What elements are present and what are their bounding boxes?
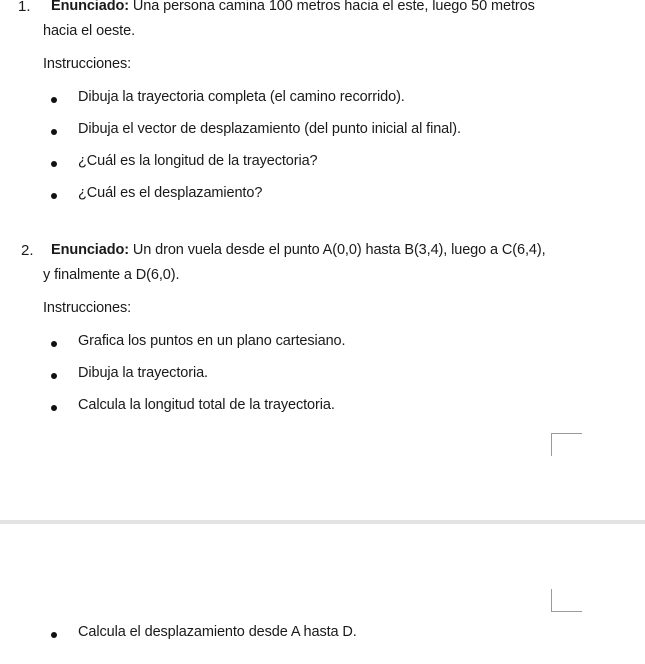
bullet-dot-icon <box>51 632 57 638</box>
bullet-dot-icon <box>51 373 57 379</box>
bullet-dot-icon <box>51 341 57 347</box>
problem-1-bullet-1: Dibuja la trayectoria completa (el camino recorrido). <box>78 89 405 105</box>
page-margin-corner-mark-top <box>551 433 582 456</box>
problem-2-bullet-3: Calcula la longitud total de la trayectoria. <box>78 397 335 413</box>
statement-text: Una persona camina 100 metros hacia el este, luego 50 metros <box>132 0 535 14</box>
bullet-dot-icon <box>51 193 57 199</box>
page-margin-corner-mark-bottom <box>551 589 582 612</box>
problem-2-number: 2. <box>21 242 34 259</box>
page-break-divider <box>0 520 645 524</box>
problem-2-statement <box>51 242 546 258</box>
problem-1-bullet-3: ¿Cuál es la longitud de la trayectoria? <box>78 153 318 169</box>
problem-1-number: 1. <box>18 0 31 15</box>
problem-1-instructions-heading: Instrucciones: <box>43 56 132 72</box>
bullet-dot-icon <box>51 129 57 135</box>
problem-1-statement-continuation: hacia el oeste. <box>43 23 136 39</box>
problem-2-statement-continuation: y finalmente a D(6,0). <box>43 267 180 283</box>
bullet-dot-icon <box>51 405 57 411</box>
bullet-dot-icon <box>51 97 57 103</box>
problem-2-bullet-2: Dibuja la trayectoria. <box>78 365 208 381</box>
problem-2-instructions-heading: Instrucciones: <box>43 300 132 316</box>
statement-label: Enunciado: <box>51 242 129 258</box>
statement-label: Enunciado: <box>51 0 129 14</box>
problem-1-bullet-2: Dibuja el vector de desplazamiento (del punto inicial al final). <box>78 121 461 137</box>
problem-2-bullet-1: Grafica los puntos en un plano cartesiano. <box>78 333 346 349</box>
problem-1-bullet-4: ¿Cuál es el desplazamiento? <box>78 185 263 201</box>
problem-2-bullet-4: Calcula el desplazamiento desde A hasta D. <box>78 624 357 640</box>
bullet-dot-icon <box>51 161 57 167</box>
statement-text: Un dron vuela desde el punto A(0,0) hasta B(3,4), luego a C(6,4), <box>132 242 546 258</box>
problem-1-statement <box>51 0 535 14</box>
